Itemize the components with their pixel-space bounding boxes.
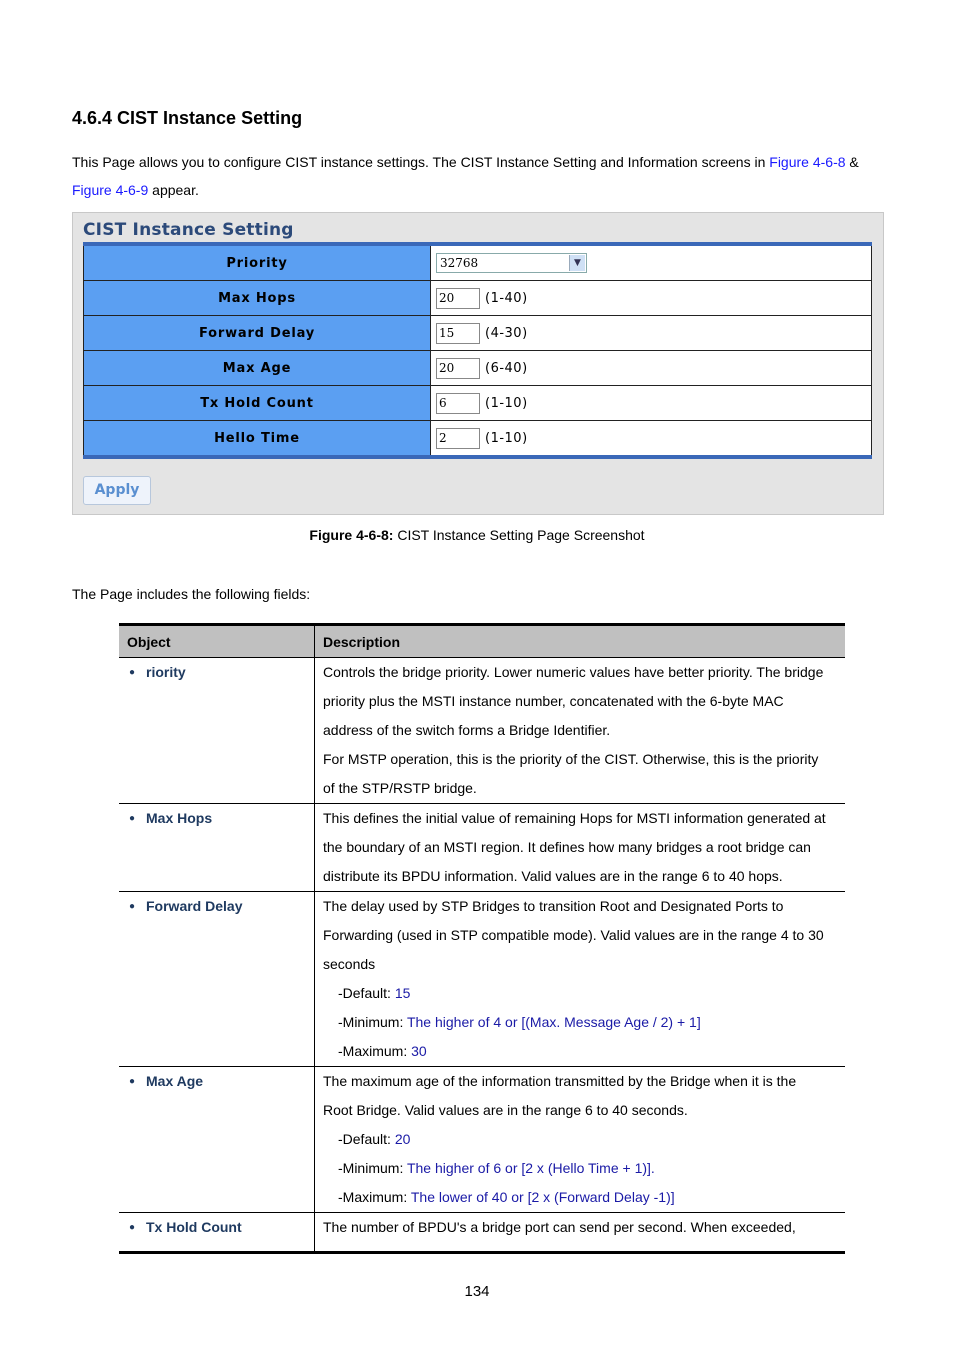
panel-title: CIST Instance Setting (83, 220, 294, 240)
max-age-input[interactable]: 20 (436, 358, 480, 379)
cist-screenshot-panel (72, 212, 884, 515)
intro-text-1: This Page allows you to configure CIST instance settings. The CIST Instance Setting and Information screens in (72, 154, 770, 170)
section-heading: 4.6.4 CIST Instance Setting (72, 108, 303, 128)
caption-text: CIST Instance Setting Page Screenshot (393, 527, 645, 543)
row-max-age (84, 351, 872, 386)
tx-hold-count-range: (1-10) (485, 395, 528, 411)
bullet-icon: ● (129, 901, 136, 912)
label-max-hops: Max Hops (84, 281, 431, 316)
priority-value: 32768 (440, 256, 479, 270)
caption-label: Figure 4-6-8: (309, 527, 394, 543)
default-line: -Default: 20 (338, 1131, 411, 1147)
desc-line: of the STP/RSTP bridge. (323, 780, 477, 796)
object-name: Max Hops (146, 810, 213, 826)
bullet-icon: ● (129, 1222, 136, 1233)
row-max-hops (84, 281, 872, 316)
desc-line: The number of BPDU's a bridge port can send per second. When exceeded, (323, 1219, 796, 1235)
tx-hold-count-input[interactable]: 6 (436, 393, 480, 414)
maximum-line: -Maximum: 30 (338, 1043, 427, 1059)
object-name: Max Age (146, 1073, 204, 1089)
desc-line: Controls the bridge priority. Lower numeric values have better priority. The bridge (323, 664, 824, 680)
hello-time-range: (1-10) (485, 430, 528, 446)
row-tx-hold-count (84, 386, 872, 421)
maximum-line: -Maximum: The lower of 40 or [2 x (Forward Delay -1)] (338, 1189, 675, 1205)
intro-text-2: & (845, 154, 859, 170)
table-row (119, 1067, 845, 1213)
intro-paragraph (72, 148, 892, 204)
desc-line: This defines the initial value of remaining Hops for MSTI information generated at (323, 810, 826, 826)
label-tx-hold-count: Tx Hold Count (84, 386, 431, 421)
desc-line: distribute its BPDU information. Valid values are in the range 6 to 40 hops. (323, 868, 783, 884)
bullet-icon: ● (129, 1076, 136, 1087)
desc-line: Root Bridge. Valid values are in the range 6 to 40 seconds. (323, 1102, 688, 1118)
object-name: Forward Delay (146, 898, 243, 914)
bullet-icon: ● (129, 813, 136, 824)
minimum-line: -Minimum: The higher of 6 or [2 x (Hello Time + 1)]. (338, 1160, 655, 1176)
cist-settings-table (83, 242, 872, 459)
priority-select[interactable] (436, 253, 587, 273)
max-age-range: (6-40) (485, 360, 528, 376)
desc-line: The delay used by STP Bridges to transition Root and Designated Ports to (323, 898, 784, 914)
table-row (119, 892, 845, 1067)
desc-line: address of the switch forms a Bridge Identifier. (323, 722, 611, 738)
forward-delay-range: (4-30) (485, 325, 528, 341)
figure-caption (0, 527, 954, 543)
header-object: Object (119, 625, 315, 658)
object-name: Tx Hold Count (146, 1219, 242, 1235)
table-row (119, 804, 845, 892)
desc-line: the boundary of an MSTI region. It defines how many bridges a root bridge can (323, 839, 811, 855)
minimum-line: -Minimum: The higher of 4 or [(Max. Message Age / 2) + 1] (338, 1014, 701, 1030)
label-max-age: Max Age (84, 351, 431, 386)
figure-link-4-6-9[interactable]: Figure 4-6-9 (72, 182, 149, 198)
fields-intro: The Page includes the following fields: (72, 586, 311, 602)
hello-time-input[interactable]: 2 (436, 428, 480, 449)
row-hello-time (84, 421, 872, 458)
forward-delay-input[interactable]: 15 (436, 323, 480, 344)
chevron-down-icon[interactable]: ▼ (569, 255, 585, 271)
intro-text-3: appear. (148, 182, 199, 198)
desc-line: seconds (323, 956, 376, 972)
max-hops-range: (1-40) (485, 290, 528, 306)
row-priority (84, 244, 872, 281)
desc-line: priority plus the MSTI instance number, concatenated with the 6-byte MAC (323, 693, 784, 709)
label-priority: Priority (84, 244, 431, 281)
table-row (119, 1213, 845, 1253)
fields-table (119, 623, 845, 1254)
default-line: -Default: 15 (338, 985, 411, 1001)
desc-line: Forwarding (used in STP compatible mode). Valid values are in the range 4 to 30 (323, 927, 824, 943)
apply-button[interactable]: Apply (83, 476, 151, 505)
label-forward-delay: Forward Delay (84, 316, 431, 351)
label-hello-time: Hello Time (84, 421, 431, 458)
bullet-icon: ● (129, 667, 136, 678)
page-number: 134 (464, 1283, 490, 1300)
figure-link-4-6-8[interactable]: Figure 4-6-8 (769, 154, 846, 170)
max-hops-input[interactable]: 20 (436, 288, 480, 309)
row-forward-delay (84, 316, 872, 351)
desc-line: For MSTP operation, this is the priority of the CIST. Otherwise, this is the priority (323, 751, 819, 767)
table-header (119, 625, 845, 658)
object-name: riority (146, 664, 186, 680)
header-description: Description (315, 625, 846, 658)
table-row (119, 658, 845, 804)
desc-line: The maximum age of the information transmitted by the Bridge when it is the (323, 1073, 797, 1089)
